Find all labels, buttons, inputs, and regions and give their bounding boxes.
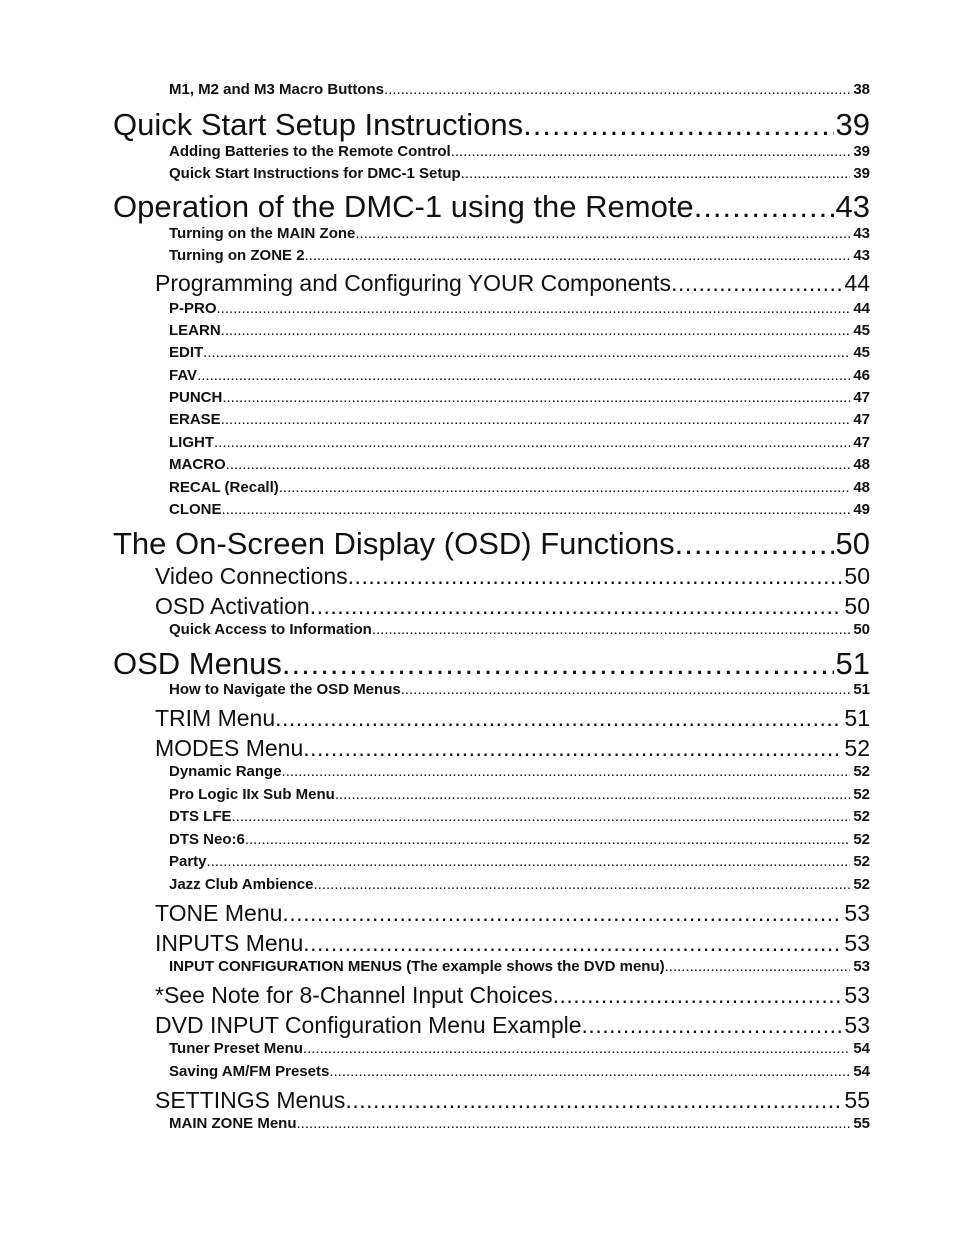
dot-leader: [207, 852, 851, 872]
toc-entry[interactable]: [155, 270, 870, 297]
toc-entry-title: Jazz Club Ambience: [169, 876, 314, 893]
toc-entry-page: 43: [853, 225, 870, 242]
dot-leader: [401, 680, 851, 700]
dot-leader: [329, 1062, 850, 1082]
dot-leader: [222, 500, 851, 520]
dot-leader: [665, 957, 851, 977]
toc-entry[interactable]: [169, 1062, 870, 1082]
toc-entry[interactable]: [169, 142, 870, 162]
toc-entry-page: 50: [844, 563, 870, 589]
dot-leader: [221, 410, 851, 430]
toc-entry[interactable]: [169, 224, 870, 244]
toc-entry-page: 45: [853, 344, 870, 361]
toc-entry-page: 47: [853, 411, 870, 428]
toc-entry[interactable]: [169, 299, 870, 319]
toc-entry-page: 54: [853, 1040, 870, 1057]
toc-entry[interactable]: [169, 807, 870, 827]
toc-entry[interactable]: [155, 1087, 870, 1114]
toc-entry[interactable]: [169, 830, 870, 850]
dot-leader: [348, 563, 843, 590]
toc-entry-title: OSD Activation: [155, 593, 310, 619]
toc-entry-page: 55: [853, 1115, 870, 1132]
toc-entry-page: 44: [844, 270, 870, 296]
toc-entry-title: SETTINGS Menus: [155, 1087, 346, 1113]
dot-leader: [582, 1012, 843, 1039]
toc-entry-title: Saving AM/FM Presets: [169, 1063, 330, 1080]
toc-entry-title: Video Connections: [155, 563, 348, 589]
toc-entry[interactable]: [169, 620, 870, 640]
dot-leader: [303, 1039, 850, 1059]
toc-entry-page: 52: [844, 735, 870, 761]
toc-entry-title: Turning on ZONE 2: [169, 247, 305, 264]
dot-leader: [221, 321, 851, 341]
toc-entry[interactable]: [169, 1114, 870, 1134]
dot-leader: [232, 807, 851, 827]
toc-entry-page: 53: [853, 958, 870, 975]
toc-entry-page: 55: [844, 1087, 870, 1113]
toc-entry-title: Pro Logic IIx Sub Menu: [169, 786, 335, 803]
dot-leader: [553, 982, 843, 1009]
toc-entry-page: 47: [853, 389, 870, 406]
toc-entry-title: PUNCH: [169, 389, 223, 406]
toc-entry-page: 50: [853, 621, 870, 638]
toc-entry-title: MACRO: [169, 456, 226, 473]
toc-entry-page: 45: [853, 322, 870, 339]
toc-entry[interactable]: [155, 593, 870, 620]
toc-entry-title: Quick Start Setup Instructions: [113, 107, 524, 142]
dot-leader: [282, 762, 851, 782]
toc-entry-title: Adding Batteries to the Remote Control: [169, 143, 451, 160]
toc-entry[interactable]: [169, 680, 870, 700]
toc-entry-page: 52: [853, 831, 870, 848]
toc-entry-title: Party: [169, 853, 207, 870]
toc-entry[interactable]: [155, 900, 870, 927]
toc-entry[interactable]: [169, 433, 870, 453]
toc-entry[interactable]: [169, 500, 870, 520]
toc-entry[interactable]: [169, 388, 870, 408]
dot-leader: [384, 80, 850, 100]
toc-entry-page: 51: [844, 705, 870, 731]
toc-entry-page: 39: [853, 165, 870, 182]
toc-entry-page: 50: [844, 593, 870, 619]
toc-entry[interactable]: [169, 852, 870, 872]
toc-entry-title: MAIN ZONE Menu: [169, 1115, 297, 1132]
toc-entry-page: 47: [853, 434, 870, 451]
toc-entry-page: 54: [853, 1063, 870, 1080]
toc-entry[interactable]: [155, 930, 870, 957]
toc-entry[interactable]: [169, 80, 870, 100]
toc-entry-title: RECAL (Recall): [169, 479, 279, 496]
dot-leader: [335, 785, 850, 805]
toc-entry-page: 38: [853, 81, 870, 98]
toc-entry-title: DTS Neo:6: [169, 831, 245, 848]
toc-entry-title: TONE Menu: [155, 900, 283, 926]
toc-entry-page: 39: [853, 143, 870, 160]
toc-entry-page: 51: [853, 681, 870, 698]
dot-leader: [279, 478, 851, 498]
toc-entry-page: 53: [844, 1012, 870, 1038]
dot-leader: [203, 343, 850, 363]
dot-leader: [282, 900, 842, 927]
dot-leader: [214, 433, 850, 453]
dot-leader: [275, 705, 842, 732]
toc-entry-title: Tuner Preset Menu: [169, 1040, 303, 1057]
dot-leader: [694, 189, 834, 225]
toc-entry[interactable]: [169, 478, 870, 498]
toc-entry-title: LEARN: [169, 322, 221, 339]
toc-entry-page: 48: [853, 479, 870, 496]
toc-entry-page: 39: [835, 107, 870, 142]
dot-leader: [303, 930, 842, 957]
dot-leader: [245, 830, 850, 850]
dot-leader: [303, 735, 842, 762]
toc-entry[interactable]: [169, 957, 870, 977]
toc-entry-title: LIGHT: [169, 434, 214, 451]
dot-leader: [197, 366, 850, 386]
toc-entry[interactable]: [169, 246, 870, 266]
dot-leader: [451, 142, 851, 162]
toc-entry-title: P-PRO: [169, 300, 217, 317]
toc-entry-title: MODES Menu: [155, 735, 304, 761]
toc-entry-page: 44: [853, 300, 870, 317]
toc-entry-page: 46: [853, 367, 870, 384]
toc-entry-page: 52: [853, 786, 870, 803]
toc-entry-title: ERASE: [169, 411, 221, 428]
toc-entry[interactable]: [113, 526, 870, 562]
toc-entry[interactable]: [169, 366, 870, 386]
dot-leader: [305, 246, 851, 266]
toc-entry[interactable]: [113, 189, 870, 225]
toc-entry-title: INPUT CONFIGURATION MENUS (The example shows the DVD menu): [169, 958, 665, 975]
toc-entry-title: DVD INPUT Configuration Menu Example: [155, 1012, 582, 1038]
toc-entry-title: DTS LFE: [169, 808, 232, 825]
dot-leader: [217, 299, 851, 319]
dot-leader: [226, 455, 851, 475]
toc-entry-title: Programming and Configuring YOUR Components: [155, 270, 672, 296]
toc-entry-title: The On-Screen Display (OSD) Functions: [113, 526, 675, 561]
toc-entry[interactable]: [155, 982, 870, 1009]
toc-entry[interactable]: [169, 410, 870, 430]
toc-entry-title: EDIT: [169, 344, 204, 361]
toc-entry-page: 53: [844, 900, 870, 926]
toc-entry-title: How to Navigate the OSD Menus: [169, 681, 401, 698]
toc-entry-page: 51: [835, 646, 870, 681]
toc-entry[interactable]: [155, 563, 870, 590]
dot-leader: [345, 1087, 842, 1114]
dot-leader: [523, 107, 833, 143]
toc-entry[interactable]: [169, 785, 870, 805]
toc-entry-title: *See Note for 8-Channel Input Choices: [155, 982, 553, 1008]
dot-leader: [675, 526, 834, 562]
toc-entry[interactable]: [155, 1012, 870, 1039]
toc-entry-page: 52: [853, 876, 870, 893]
toc-entry[interactable]: [169, 321, 870, 341]
toc-entry-page: 52: [853, 853, 870, 870]
toc-entry-title: OSD Menus: [113, 646, 282, 681]
toc-entry-title: Operation of the DMC-1 using the Remote: [113, 189, 694, 224]
toc-entry-title: TRIM Menu: [155, 705, 276, 731]
toc-entry-title: M1, M2 and M3 Macro Buttons: [169, 81, 385, 98]
toc-entry-title: INPUTS Menu: [155, 930, 304, 956]
toc-entry[interactable]: [169, 164, 870, 184]
toc-entry-title: FAV: [169, 367, 198, 384]
toc-entry[interactable]: [169, 762, 870, 782]
toc-entry-page: 48: [853, 456, 870, 473]
toc-entry-title: Dynamic Range: [169, 763, 282, 780]
toc-entry-title: CLONE: [169, 501, 222, 518]
toc-entry-page: 52: [853, 808, 870, 825]
dot-leader: [372, 620, 850, 640]
toc-entry-page: 52: [853, 763, 870, 780]
toc-entry[interactable]: [169, 343, 870, 363]
toc-entry-page: 43: [835, 189, 870, 224]
dot-leader: [282, 646, 834, 682]
dot-leader: [310, 593, 843, 620]
dot-leader: [313, 875, 850, 895]
toc-entry[interactable]: [113, 646, 870, 682]
dot-leader: [461, 164, 851, 184]
toc-entry-page: 53: [844, 982, 870, 1008]
toc-entry[interactable]: [169, 875, 870, 895]
dot-leader: [297, 1114, 851, 1134]
toc-entry-page: 50: [835, 526, 870, 561]
toc-entry-title: Quick Start Instructions for DMC-1 Setup: [169, 165, 461, 182]
toc-entry-title: Quick Access to Information: [169, 621, 372, 638]
toc-entry[interactable]: [169, 1039, 870, 1059]
toc-entry[interactable]: [169, 455, 870, 475]
toc-entry-title: Turning on the MAIN Zone: [169, 225, 356, 242]
dot-leader: [222, 388, 850, 408]
toc-entry-page: 53: [844, 930, 870, 956]
toc-entry[interactable]: [155, 735, 870, 762]
dot-leader: [671, 270, 842, 297]
toc-entry-page: 43: [853, 247, 870, 264]
toc-entry[interactable]: [113, 107, 870, 143]
toc-entry[interactable]: [155, 705, 870, 732]
dot-leader: [355, 224, 850, 244]
toc-entry-page: 49: [853, 501, 870, 518]
